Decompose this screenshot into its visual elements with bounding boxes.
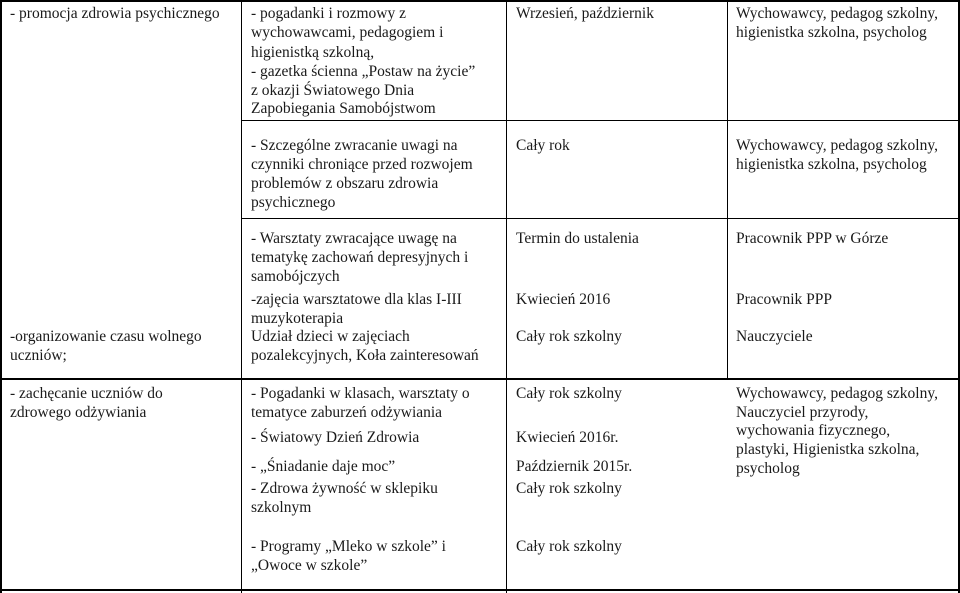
activity-line: higienistką szkolną, xyxy=(251,44,375,61)
activity-line: problemów z obszaru zdrowia xyxy=(251,175,439,192)
activity-line: - „Śniadanie daje moc” xyxy=(251,458,396,475)
responsible-text: Pracownik PPP xyxy=(736,291,833,308)
activity-line: - Światowy Dzień Zdrowia xyxy=(251,429,420,446)
goal-text: uczniów; xyxy=(10,347,67,364)
activity-line: - Szczególne zwracanie uwagi na xyxy=(251,137,458,154)
activity-line: „Owoce w szkole” xyxy=(251,557,368,574)
activity-line: - Pogadanki w klasach, warsztaty o xyxy=(251,385,470,402)
responsible-line: plastyki, Higienistka szkolna, xyxy=(736,441,920,458)
activity-line: muzykoterapia xyxy=(251,310,344,327)
activity-line: pozalekcyjnych, Koła zainteresowań xyxy=(251,347,479,364)
term-text: Cały rok xyxy=(516,137,570,154)
responsible-line: higienistka szkolna, psycholog xyxy=(736,24,927,41)
term-text: Cały rok szkolny xyxy=(516,480,622,497)
divider-row3 xyxy=(0,378,960,380)
term-text: Termin do ustalenia xyxy=(516,230,639,247)
activity-line: - Warsztaty zwracające uwagę na xyxy=(251,230,457,247)
goal-text: - zachęcanie uczniów do xyxy=(10,385,163,402)
activity-line: samobójczych xyxy=(251,268,340,285)
term-text: Kwiecień 2016 xyxy=(516,291,611,308)
activity-line: wychowawcami, pedagogiem i xyxy=(251,24,444,41)
activity-line: tematyce zaburzeń odżywiania xyxy=(251,404,443,421)
activity-line: - pogadanki i rozmowy z xyxy=(251,5,406,22)
term-text: Cały rok szkolny xyxy=(516,328,622,345)
activity-line: psychicznego xyxy=(251,194,336,211)
activity-line: - Programy „Mleko w szkole” i xyxy=(251,538,446,555)
divider-col2 xyxy=(506,0,507,593)
responsible-line: Wychowawcy, pedagog szkolny, xyxy=(736,5,938,22)
activity-line: -zajęcia warsztatowe dla klas I-III xyxy=(251,291,462,308)
term-text: Wrzesień, październik xyxy=(516,5,654,22)
responsible-text: Pracownik PPP w Górze xyxy=(736,230,889,247)
term-text: Październik 2015r. xyxy=(516,458,633,475)
border-left xyxy=(0,0,2,593)
divider-col1 xyxy=(241,0,242,593)
responsible-line: wychowania fizycznego, xyxy=(736,422,891,439)
activity-line: z okazji Światowego Dnia xyxy=(251,82,415,99)
divider-row4 xyxy=(0,589,960,591)
goal-text: zdrowego odżywiania xyxy=(10,404,147,421)
activity-line: czynniki chroniące przed rozwojem xyxy=(251,156,473,173)
responsible-line: Nauczyciel przyrody, xyxy=(736,404,869,421)
responsible-line: higienistka szkolna, psycholog xyxy=(736,156,927,173)
divider-row2 xyxy=(241,218,960,219)
activity-line: Zapobiegania Samobójstwom xyxy=(251,100,436,117)
responsible-line: Wychowawcy, pedagog szkolny, xyxy=(736,137,938,154)
term-text: Kwiecień 2016r. xyxy=(516,429,619,446)
activity-line: - gazetka ścienna „Postaw na życie” xyxy=(251,63,476,80)
activity-line: Udział dzieci w zajęciach xyxy=(251,328,410,345)
divider-col3 xyxy=(727,0,728,380)
goal-text: -organizowanie czasu wolnego xyxy=(10,328,202,345)
divider-row1 xyxy=(241,120,960,121)
term-text: Cały rok szkolny xyxy=(516,538,622,555)
goal-text: - promocja zdrowia psychicznego xyxy=(10,5,220,22)
responsible-line: Wychowawcy, pedagog szkolny, xyxy=(736,385,938,402)
activity-line: tematykę zachowań depresyjnych i xyxy=(251,249,469,266)
border-top xyxy=(0,0,960,2)
activity-line: - Zdrowa żywność w sklepiku xyxy=(251,480,438,497)
responsible-line: psycholog xyxy=(736,460,800,477)
activity-line: szkolnym xyxy=(251,499,312,516)
responsible-text: Nauczyciele xyxy=(736,328,813,345)
term-text: Cały rok szkolny xyxy=(516,385,622,402)
